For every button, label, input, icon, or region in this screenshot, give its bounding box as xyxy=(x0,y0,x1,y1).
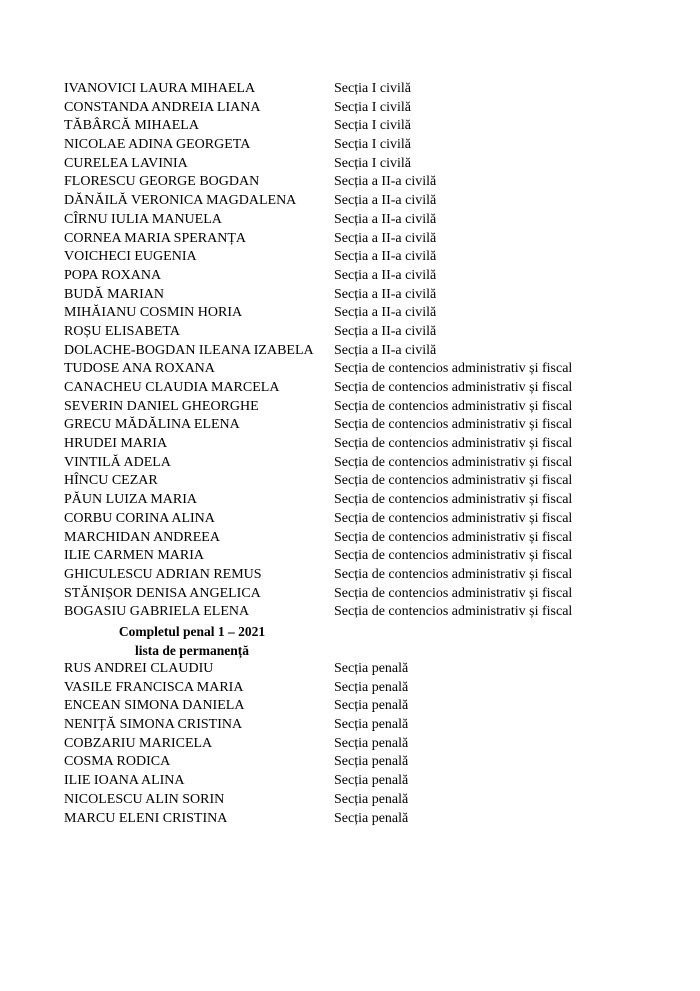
judge-section: Secția de contencios administrativ și fiscal xyxy=(334,604,573,620)
judge-section: Secția a II-a civilă xyxy=(334,305,437,321)
judge-name: STĂNIȘOR DENISA ANGELICA xyxy=(64,585,261,601)
judge-name: HRUDEI MARIA xyxy=(64,436,168,452)
judge-name: CÎRNU IULIA MANUELA xyxy=(64,211,222,227)
judge-section: Secția I civilă xyxy=(334,118,411,134)
list-item xyxy=(64,248,664,267)
judge-section: Secția de contencios administrativ și fiscal xyxy=(334,436,573,452)
judge-section: Secția penală xyxy=(334,735,409,751)
list-item xyxy=(64,566,664,585)
judge-name: POPA ROXANA xyxy=(64,267,162,283)
judge-name: TUDOSE ANA ROXANA xyxy=(64,361,215,377)
list-item xyxy=(64,697,664,716)
list-item xyxy=(64,472,664,491)
judge-name: DOLACHE-BOGDAN ILEANA IZABELA xyxy=(64,342,314,358)
judge-name: PĂUN LUIZA MARIA xyxy=(64,492,197,508)
judge-name: MIHĂIANU COSMIN HORIA xyxy=(64,305,243,321)
list-item xyxy=(64,192,664,211)
list-item xyxy=(64,117,664,136)
judge-section: Secția a II-a civilă xyxy=(334,286,437,302)
judge-name: TĂBÂRCĂ MIHAELA xyxy=(64,118,199,134)
judge-name: NICOLESCU ALIN SORIN xyxy=(64,791,225,807)
judge-name: NICOLAE ADINA GEORGETA xyxy=(64,137,251,153)
judge-section: Secția a II-a civilă xyxy=(334,230,437,246)
judge-name: BUDĂ MARIAN xyxy=(64,286,164,302)
judge-section: Secția de contencios administrativ și fiscal xyxy=(334,454,573,470)
judge-section: Secția a II-a civilă xyxy=(334,193,437,209)
list-item xyxy=(64,660,664,679)
judge-section: Secția penală xyxy=(334,773,409,789)
judge-section: Secția a II-a civilă xyxy=(334,342,437,358)
list-item xyxy=(64,286,664,305)
list-item xyxy=(64,603,664,622)
judge-section: Secția de contencios administrativ și fiscal xyxy=(334,361,573,377)
list-item xyxy=(64,155,664,174)
list-item xyxy=(64,398,664,417)
judge-name: MARCHIDAN ANDREEA xyxy=(64,529,220,545)
judge-name: DĂNĂILĂ VERONICA MAGDALENA xyxy=(64,193,297,209)
judge-name: CURELEA LAVINIA xyxy=(64,155,188,171)
judge-name: IVANOVICI LAURA MIHAELA xyxy=(64,81,256,96)
judge-section: Secția de contencios administrativ și fiscal xyxy=(334,510,573,526)
list-item xyxy=(64,416,664,435)
judge-name: CORBU CORINA ALINA xyxy=(64,510,215,526)
judge-name: CANACHEU CLAUDIA MARCELA xyxy=(64,380,280,395)
list-item xyxy=(64,304,664,323)
judge-section: Secția I civilă xyxy=(334,99,411,115)
judge-section: Secția a II-a civilă xyxy=(334,249,437,265)
judge-name: COBZARIU MARICELA xyxy=(64,735,213,751)
judge-section: Secția de contencios administrativ și fiscal xyxy=(334,585,573,601)
list-item xyxy=(64,735,664,754)
judge-section: Secția de contencios administrativ și fiscal xyxy=(334,473,573,489)
list-item xyxy=(64,679,664,698)
judge-section: Secția I civilă xyxy=(334,81,411,96)
list-item xyxy=(64,753,664,772)
list-item xyxy=(64,716,664,735)
judge-section: Secția penală xyxy=(334,791,409,807)
judge-section: Secția de contencios administrativ și fiscal xyxy=(334,566,573,582)
judge-section: Secția penală xyxy=(334,661,409,676)
list-item xyxy=(64,454,664,473)
list-item xyxy=(64,80,664,99)
list-item xyxy=(64,435,664,454)
judge-name: SEVERIN DANIEL GHEORGHE xyxy=(64,398,259,414)
list-item xyxy=(64,791,664,810)
judge-section: Secția a II-a civilă xyxy=(334,267,437,283)
judge-section: Secția de contencios administrativ și fiscal xyxy=(334,398,573,414)
list-item xyxy=(64,323,664,342)
judge-name: RUS ANDREI CLAUDIU xyxy=(64,661,214,676)
list-item xyxy=(64,810,664,829)
judge-name: GHICULESCU ADRIAN REMUS xyxy=(64,566,262,582)
judge-section: Secția penală xyxy=(334,679,409,695)
judge-name: HÎNCU CEZAR xyxy=(64,473,158,489)
judge-section: Secția a II-a civilă xyxy=(334,323,437,339)
judge-section: Secția penală xyxy=(334,754,409,770)
list-item xyxy=(64,136,664,155)
judge-section: Secția de contencios administrativ și fiscal xyxy=(334,548,573,564)
judge-name: MARCU ELENI CRISTINA xyxy=(64,810,228,826)
judge-section: Secția penală xyxy=(334,698,409,714)
judge-section: Secția I civilă xyxy=(334,155,411,171)
judge-name: GRECU MĂDĂLINA ELENA xyxy=(64,417,240,433)
judges-list-penal xyxy=(64,660,664,828)
judges-list-civil-admin xyxy=(64,80,664,622)
judge-name: VINTILĂ ADELA xyxy=(64,454,171,470)
heading-completul-penal: Completul penal 1 – 2021 xyxy=(118,624,266,639)
list-item xyxy=(64,772,664,791)
judge-section: Secția penală xyxy=(334,717,409,733)
judge-section: Secția de contencios administrativ și fiscal xyxy=(334,492,573,508)
list-item xyxy=(64,510,664,529)
list-item xyxy=(64,360,664,379)
list-item xyxy=(64,230,664,249)
judge-name: ILIE IOANA ALINA xyxy=(64,773,185,789)
judge-section: Secția penală xyxy=(334,810,409,826)
list-item xyxy=(64,342,664,361)
list-item xyxy=(64,547,664,566)
list-item xyxy=(64,529,664,548)
list-item xyxy=(64,379,664,398)
judge-section: Secția a II-a civilă xyxy=(334,174,437,190)
list-item xyxy=(64,173,664,192)
judge-name: ENCEAN SIMONA DANIELA xyxy=(64,698,245,714)
judge-name: CONSTANDA ANDREIA LIANA xyxy=(64,99,261,115)
list-item xyxy=(64,267,664,286)
judge-section: Secția de contencios administrativ și fiscal xyxy=(334,417,573,433)
judge-name: ILIE CARMEN MARIA xyxy=(64,548,204,564)
judge-section: Secția de contencios administrativ și fiscal xyxy=(334,380,573,395)
judge-section: Secția de contencios administrativ și fiscal xyxy=(334,529,573,545)
judge-name: COSMA RODICA xyxy=(64,754,171,770)
heading-lista-permanenta: lista de permanență xyxy=(135,643,249,658)
judge-name: VASILE FRANCISCA MARIA xyxy=(64,679,244,695)
judge-section: Secția I civilă xyxy=(334,137,411,153)
list-item xyxy=(64,491,664,510)
list-item xyxy=(64,211,664,230)
judge-name: CORNEA MARIA SPERANȚA xyxy=(64,230,247,246)
list-item xyxy=(64,99,664,118)
judge-name: FLORESCU GEORGE BOGDAN xyxy=(64,174,260,190)
judge-name: NENIȚĂ SIMONA CRISTINA xyxy=(64,717,243,733)
judge-section: Secția a II-a civilă xyxy=(334,211,437,227)
judge-name: ROȘU ELISABETA xyxy=(64,323,180,339)
judge-name: BOGASIU GABRIELA ELENA xyxy=(64,604,250,620)
list-item xyxy=(64,585,664,604)
judge-name: VOICHECI EUGENIA xyxy=(64,249,197,265)
